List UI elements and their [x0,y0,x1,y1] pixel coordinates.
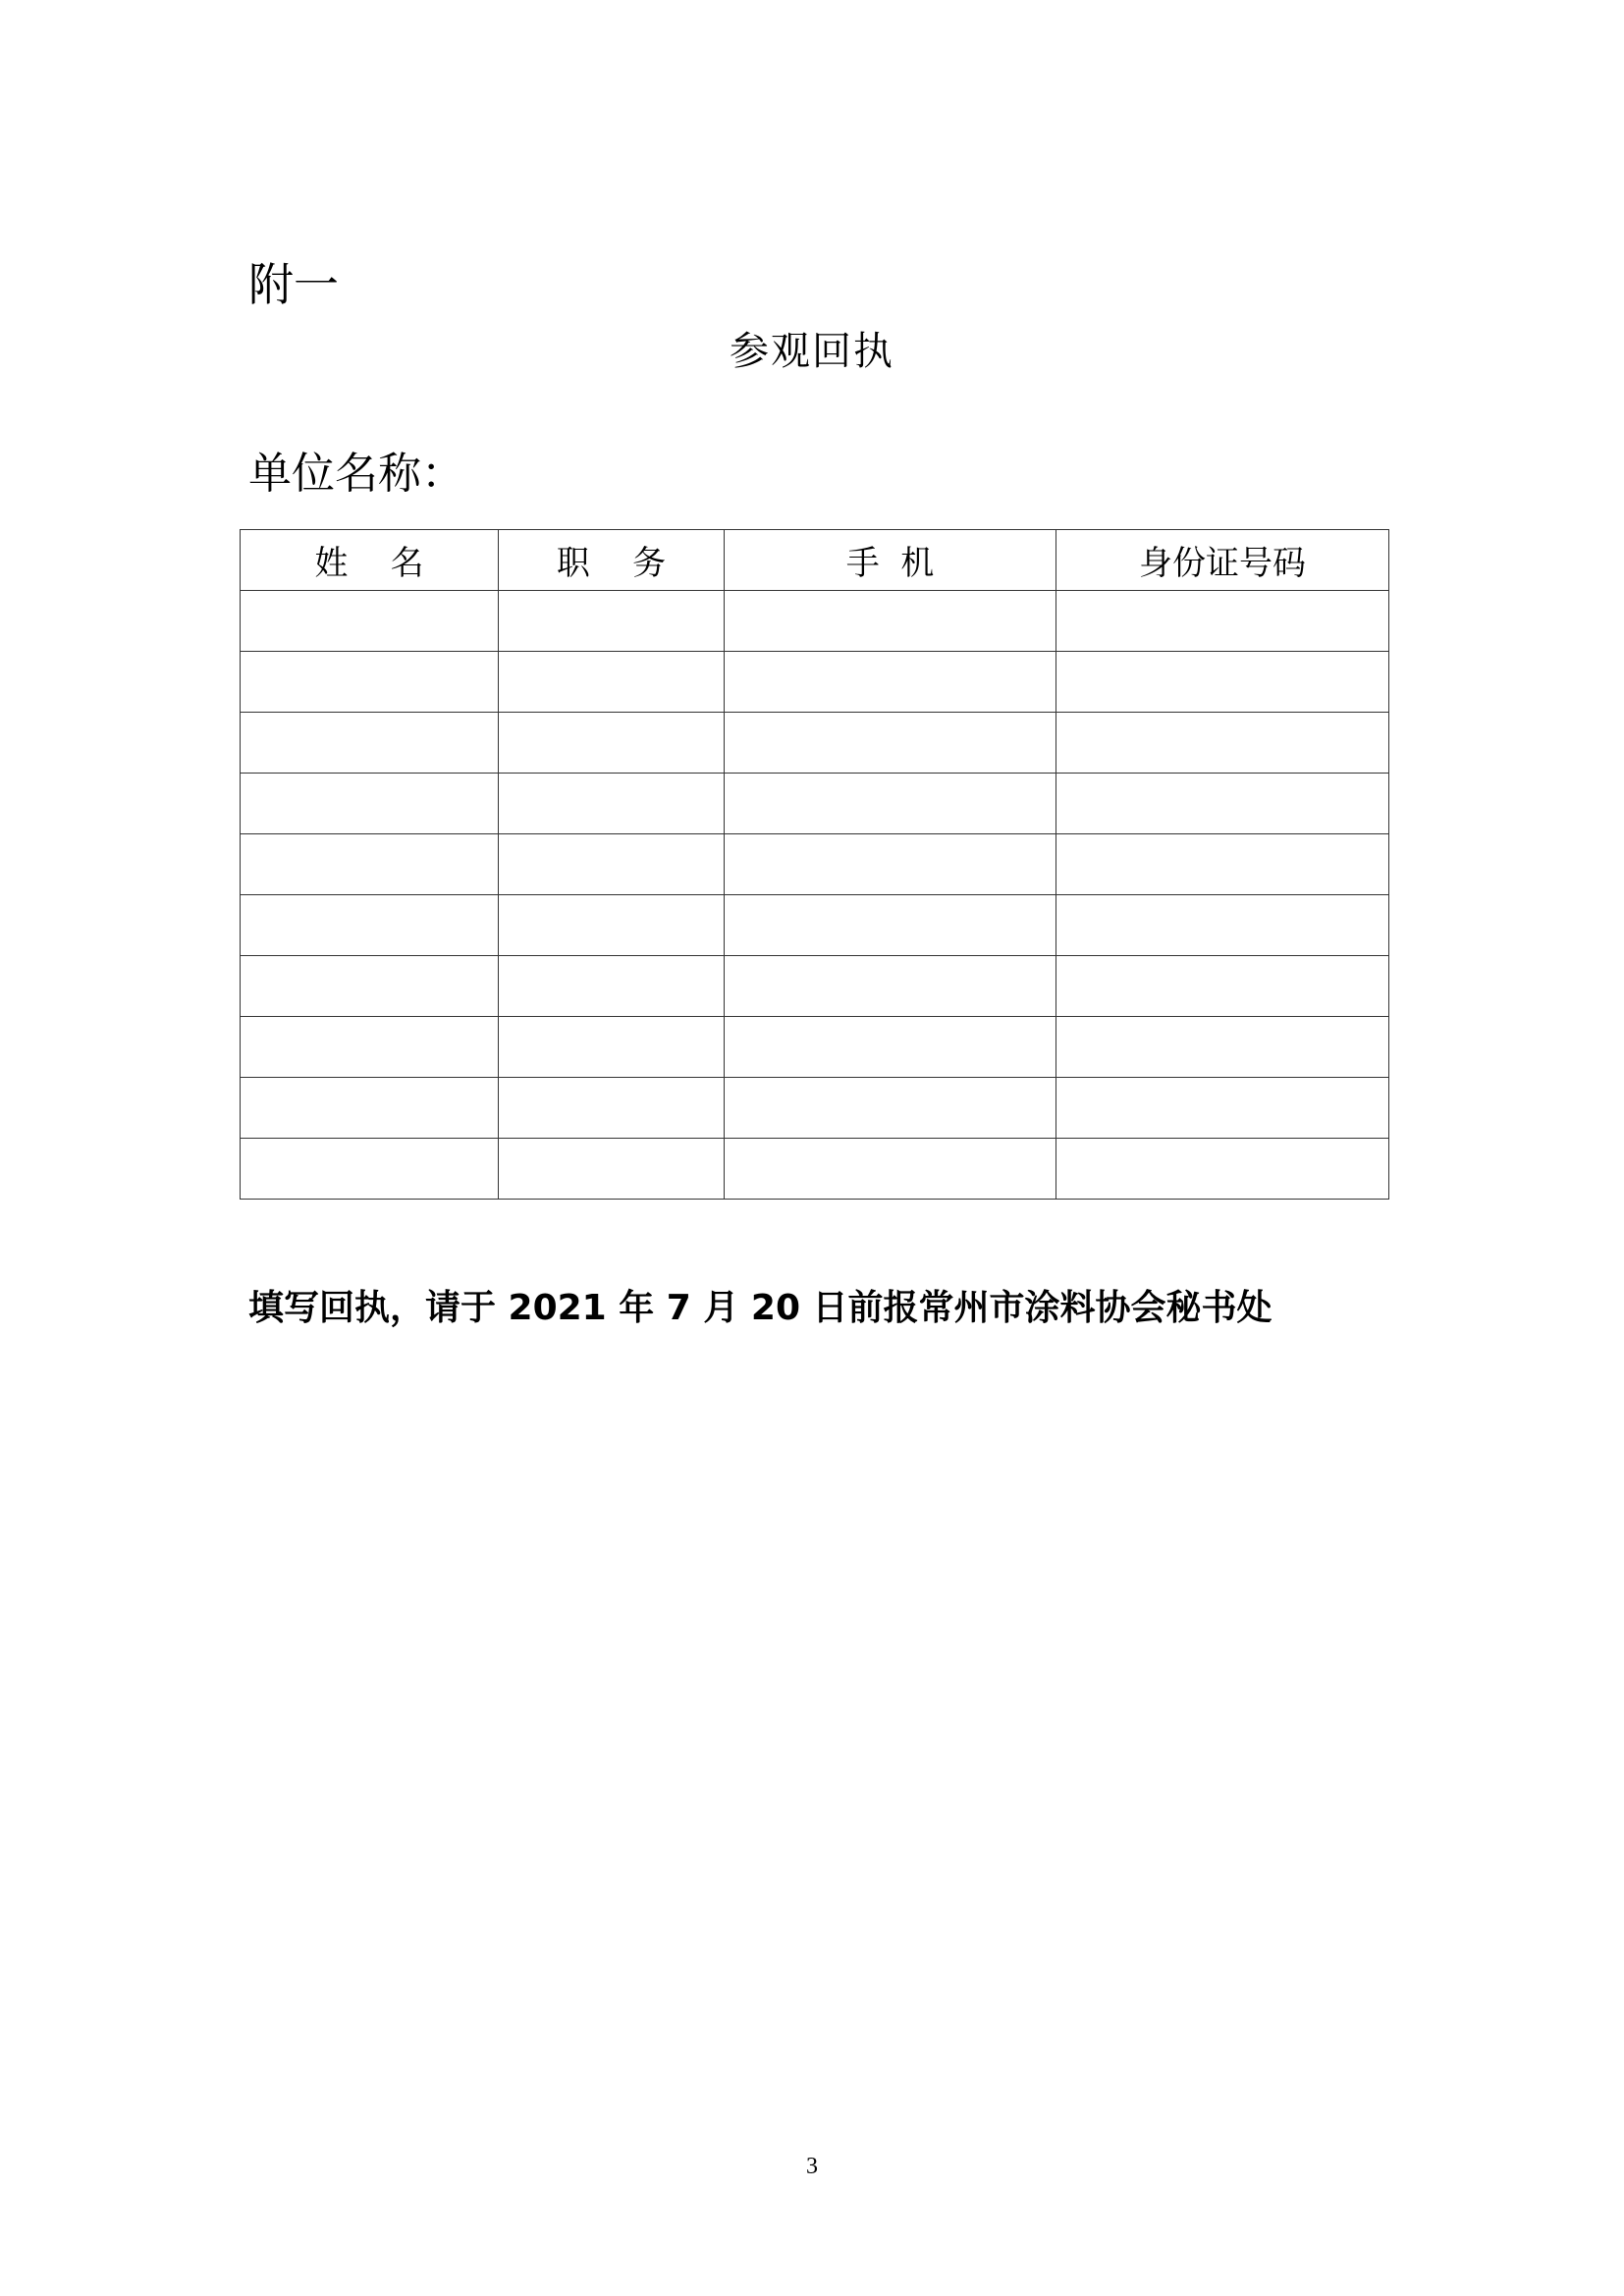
cell-position[interactable] [499,834,725,895]
table-row [241,1139,1389,1200]
page-title: 参观回执 [730,329,894,374]
cell-id-number[interactable] [1056,1017,1389,1078]
header-id-number: 身份证号码 [1056,530,1389,591]
cell-name[interactable] [241,895,499,956]
table-row [241,895,1389,956]
cell-id-number[interactable] [1056,774,1389,834]
cell-mobile[interactable] [725,1017,1056,1078]
cell-name[interactable] [241,1017,499,1078]
cell-position[interactable] [499,774,725,834]
cell-name[interactable] [241,834,499,895]
cell-mobile[interactable] [725,1078,1056,1139]
cell-position[interactable] [499,895,725,956]
table-row [241,713,1389,774]
header-position: 职 务 [499,530,725,591]
submission-notice: 填写回执，请于 2021 年 7 月 20 日前报常州市涂料协会秘书处 [248,1288,1272,1328]
cell-position[interactable] [499,591,725,652]
table-row [241,1078,1389,1139]
cell-name[interactable] [241,591,499,652]
receipt-table [240,529,1389,1200]
cell-id-number[interactable] [1056,1139,1389,1200]
header-name: 姓 名 [241,530,499,591]
cell-mobile[interactable] [725,834,1056,895]
cell-mobile[interactable] [725,713,1056,774]
cell-name[interactable] [241,1078,499,1139]
cell-position[interactable] [499,1139,725,1200]
cell-mobile[interactable] [725,956,1056,1017]
cell-position[interactable] [499,652,725,713]
table-header-row [241,530,1389,591]
cell-mobile[interactable] [725,774,1056,834]
cell-name[interactable] [241,1139,499,1200]
cell-mobile[interactable] [725,591,1056,652]
table-row [241,1017,1389,1078]
annex-label: 附一 [248,258,339,311]
unit-name-label: 单位名称： [248,449,464,499]
cell-mobile[interactable] [725,652,1056,713]
table-row [241,834,1389,895]
cell-id-number[interactable] [1056,1078,1389,1139]
cell-id-number[interactable] [1056,591,1389,652]
table-row [241,774,1389,834]
table-body [241,591,1389,1200]
table-row [241,956,1389,1017]
cell-mobile[interactable] [725,1139,1056,1200]
cell-id-number[interactable] [1056,713,1389,774]
cell-position[interactable] [499,1078,725,1139]
cell-id-number[interactable] [1056,956,1389,1017]
page-number: 3 [806,2154,818,2179]
cell-id-number[interactable] [1056,834,1389,895]
cell-position[interactable] [499,713,725,774]
cell-position[interactable] [499,1017,725,1078]
cell-name[interactable] [241,956,499,1017]
cell-id-number[interactable] [1056,652,1389,713]
header-mobile: 手 机 [725,530,1056,591]
cell-name[interactable] [241,652,499,713]
cell-name[interactable] [241,713,499,774]
table-row [241,591,1389,652]
table-row [241,652,1389,713]
cell-name[interactable] [241,774,499,834]
cell-id-number[interactable] [1056,895,1389,956]
cell-mobile[interactable] [725,895,1056,956]
cell-position[interactable] [499,956,725,1017]
